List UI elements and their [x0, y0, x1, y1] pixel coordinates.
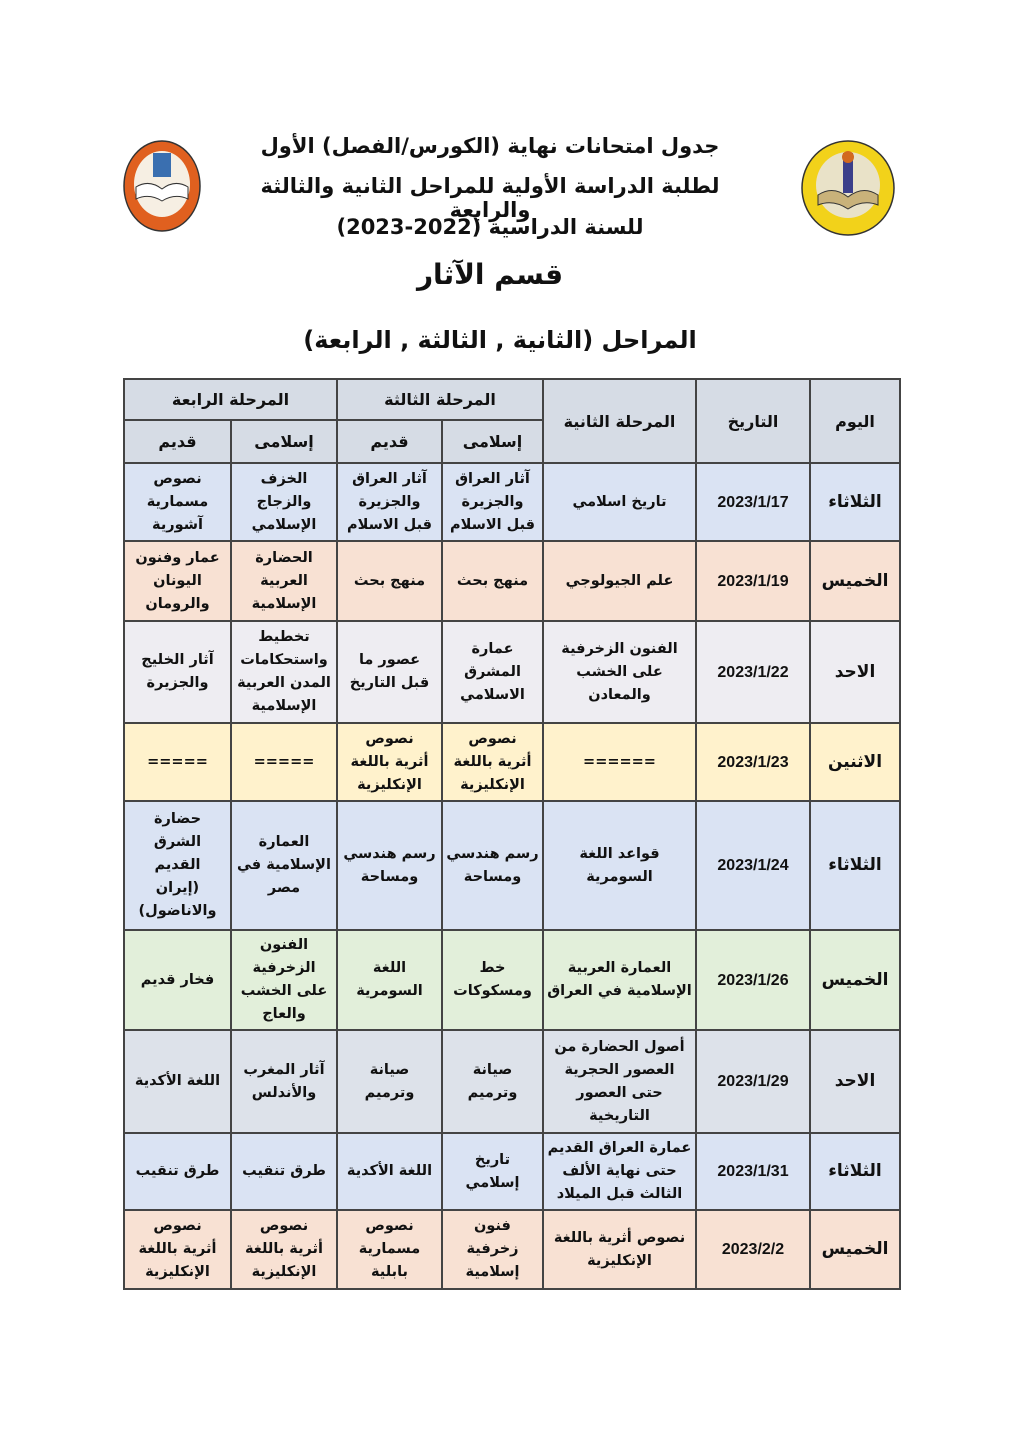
stage3-ancient-cell: نصوص أثرية باللغة الإنكليزية	[337, 723, 442, 801]
stage2-cell: العمارة العربية الإسلامية في العراق	[543, 930, 696, 1030]
header-stage2: المرحلة الثانية	[543, 379, 696, 463]
stage2-cell: تاريخ اسلامي	[543, 463, 696, 541]
academic-year: للسنة الدراسية (2022-2023)	[336, 215, 644, 239]
date-cell: 2023/2/2	[696, 1210, 810, 1289]
university-logo	[122, 139, 202, 234]
day-cell: الثلاثاء	[810, 801, 900, 930]
date-cell: 2023/1/22	[696, 621, 810, 723]
stages-title: المراحل (الثانية , الثالثة , الرابعة)	[303, 326, 697, 354]
header-stage3-islamic: إسلامى	[442, 420, 543, 463]
table-row	[124, 801, 900, 930]
stage4-islamic-cell: الفنون الزخرفية على الخشب والعاج	[231, 930, 337, 1030]
stage4-ancient-cell: طرق تنقيب	[124, 1133, 231, 1210]
header-date: التاريخ	[696, 379, 810, 463]
stage2-cell: الفنون الزخرفية على الخشب والمعادن	[543, 621, 696, 723]
day-cell: الاثنين	[810, 723, 900, 801]
department-title: قسم الآثار	[416, 258, 564, 291]
stage4-ancient-cell: =====	[124, 723, 231, 801]
date-cell: 2023/1/29	[696, 1030, 810, 1133]
stage3-ancient-cell: منهج بحث	[337, 541, 442, 621]
stage3-islamic-cell: تاريخ إسلامي	[442, 1133, 543, 1210]
stage3-islamic-cell: رسم هندسي ومساحة	[442, 801, 543, 930]
stage4-islamic-cell: الحضارة العربية الإسلامية	[231, 541, 337, 621]
stage4-ancient-cell: آثار الخليج والجزيرة	[124, 621, 231, 723]
day-cell: الخميس	[810, 541, 900, 621]
stage3-ancient-cell: رسم هندسي ومساحة	[337, 801, 442, 930]
date-cell: 2023/1/24	[696, 801, 810, 930]
stage4-ancient-cell: نصوص مسمارية آشورية	[124, 463, 231, 541]
day-cell: الاحد	[810, 1030, 900, 1133]
date-cell: 2023/1/26	[696, 930, 810, 1030]
table-row	[124, 1133, 900, 1210]
table-row	[124, 541, 900, 621]
stage4-islamic-cell: الخزف والزجاج الإسلامي	[231, 463, 337, 541]
exam-schedule-table	[123, 378, 901, 1290]
stage4-islamic-cell: نصوص أثرية باللغة الإنكليزية	[231, 1210, 337, 1289]
table-row	[124, 723, 900, 801]
stage3-ancient-cell: نصوص مسمارية بابلية	[337, 1210, 442, 1289]
stage2-cell: عمارة العراق القديم حتى نهاية الألف الثالث قبل الميلاد	[543, 1133, 696, 1210]
date-cell: 2023/1/31	[696, 1133, 810, 1210]
day-cell: الخميس	[810, 1210, 900, 1289]
title-line-2: لطلبة الدراسة الأولية للمراحل الثانية والثالثة والرابعة	[260, 174, 720, 222]
header-stage3-ancient: قديم	[337, 420, 442, 463]
stage4-islamic-cell: آثار المغرب والأندلس	[231, 1030, 337, 1133]
stage2-cell: علم الجيولوجي	[543, 541, 696, 621]
header-stage4-islamic: إسلامى	[231, 420, 337, 463]
header-day: اليوم	[810, 379, 900, 463]
stage3-islamic-cell: فنون زخرفية إسلامية	[442, 1210, 543, 1289]
stage3-ancient-cell: عصور ما قبل التاريخ	[337, 621, 442, 723]
stage3-ancient-cell: اللغة الأكدية	[337, 1133, 442, 1210]
table-row	[124, 1210, 900, 1289]
stage2-cell: نصوص أثرية باللغة الإنكليزية	[543, 1210, 696, 1289]
stage2-cell: أصول الحضارة من العصور الحجرية حتى العصور التاريخية	[543, 1030, 696, 1133]
stage3-islamic-cell: آثار العراق والجزيرة قبل الاسلام	[442, 463, 543, 541]
stage4-ancient-cell: نصوص أثرية باللغة الإنكليزية	[124, 1210, 231, 1289]
stage4-islamic-cell: طرق تنقيب	[231, 1133, 337, 1210]
stage4-ancient-cell: اللغة الأكدية	[124, 1030, 231, 1133]
stage4-ancient-cell: حضارة الشرق القديم (إيران والاناضول)	[124, 801, 231, 930]
table-row	[124, 463, 900, 541]
title-line-1: جدول امتحانات نهاية (الكورس/الفصل) الأول	[260, 134, 720, 158]
day-cell: الخميس	[810, 930, 900, 1030]
stage2-cell: قواعد اللغة السومرية	[543, 801, 696, 930]
day-cell: الاحد	[810, 621, 900, 723]
header-stage4: المرحلة الرابعة	[124, 379, 337, 420]
stage4-islamic-cell: العمارة الإسلامية في مصر	[231, 801, 337, 930]
date-cell: 2023/1/17	[696, 463, 810, 541]
day-cell: الثلاثاء	[810, 463, 900, 541]
stage3-islamic-cell: نصوص أثرية باللغة الإنكليزية	[442, 723, 543, 801]
stage3-islamic-cell: منهج بحث	[442, 541, 543, 621]
stage3-ancient-cell: اللغة السومرية	[337, 930, 442, 1030]
stage4-ancient-cell: فخار قديم	[124, 930, 231, 1030]
stage3-ancient-cell: آثار العراق والجزيرة قبل الاسلام	[337, 463, 442, 541]
header-stage3: المرحلة الثالثة	[337, 379, 543, 420]
college-logo	[800, 139, 896, 237]
date-cell: 2023/1/19	[696, 541, 810, 621]
stage3-islamic-cell: خط ومسكوكات	[442, 930, 543, 1030]
stage3-ancient-cell: صيانة وترميم	[337, 1030, 442, 1133]
table-row	[124, 621, 900, 723]
table-row	[124, 1030, 900, 1133]
stage2-cell: ======	[543, 723, 696, 801]
header-stage4-ancient: قديم	[124, 420, 231, 463]
table-row	[124, 930, 900, 1030]
stage4-islamic-cell: =====	[231, 723, 337, 801]
stage3-islamic-cell: عمارة المشرق الاسلامي	[442, 621, 543, 723]
day-cell: الثلاثاء	[810, 1133, 900, 1210]
stage4-ancient-cell: عمار وفنون اليونان والرومان	[124, 541, 231, 621]
stage3-islamic-cell: صيانة وترميم	[442, 1030, 543, 1133]
date-cell: 2023/1/23	[696, 723, 810, 801]
stage4-islamic-cell: تخطيط واستحكامات المدن العربية الإسلامية	[231, 621, 337, 723]
